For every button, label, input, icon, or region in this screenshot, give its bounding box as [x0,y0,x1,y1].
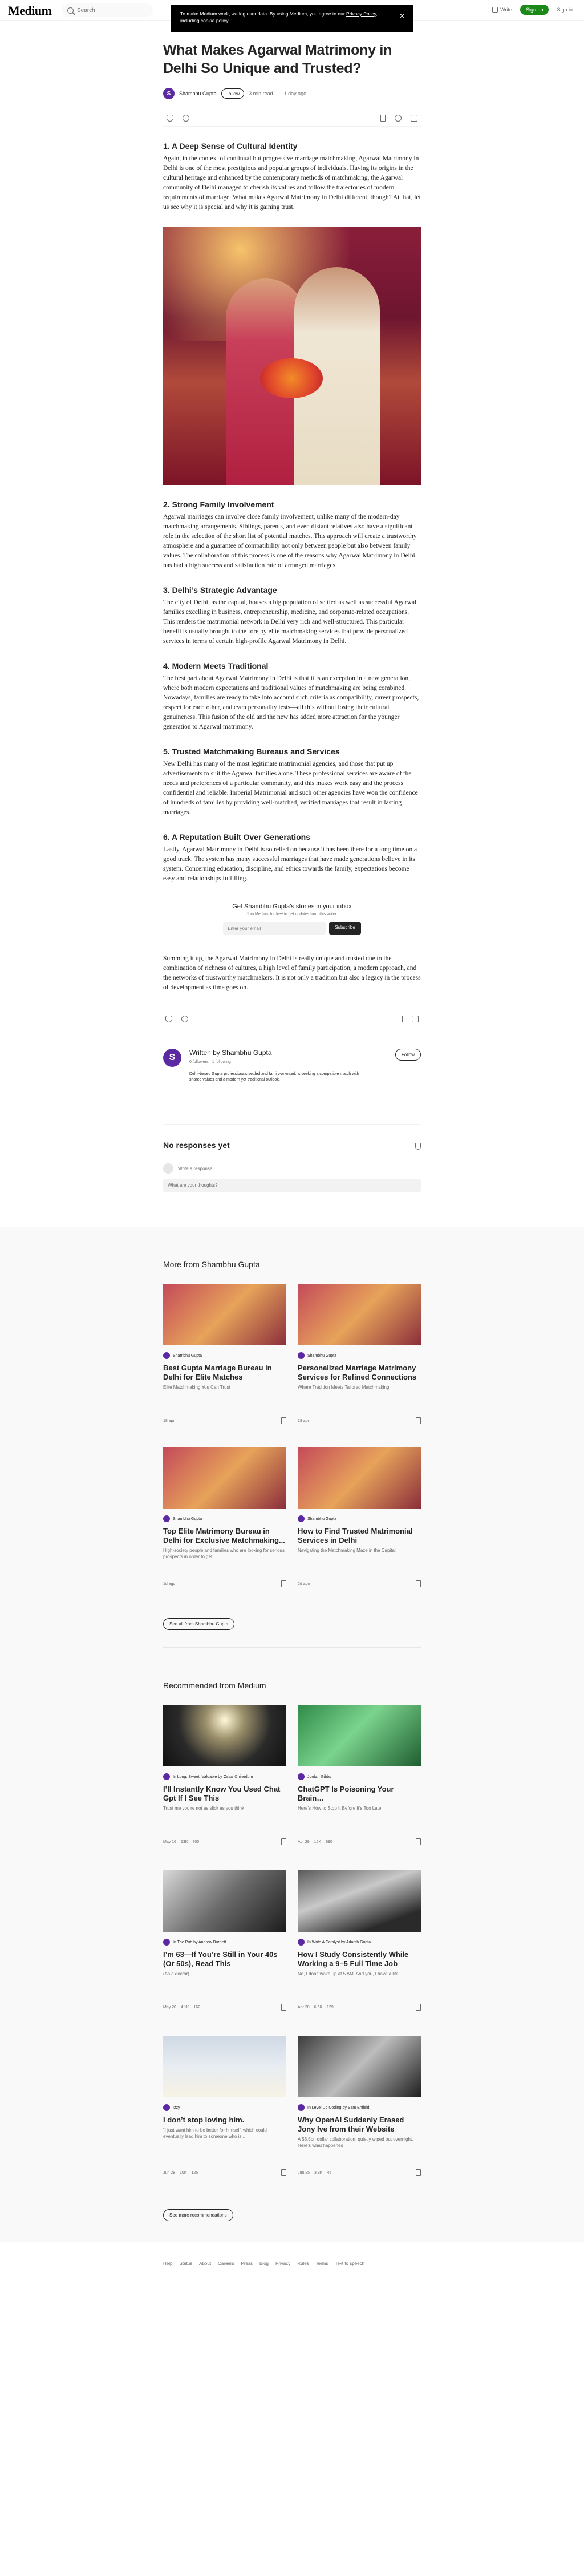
bookmark-icon[interactable] [281,1417,286,1424]
search-input[interactable] [77,7,145,14]
recommended-grid [163,1705,421,2201]
footer-link-about[interactable]: About [199,2261,212,2266]
section-heading: 6. A Reputation Built Over Generations [163,832,311,842]
author-name[interactable]: Shambhu Gupta [179,91,217,96]
card-title[interactable]: I’m 63—If You’re Still in Your 40s (Or 50s), Read This [163,1950,278,1968]
card-subtitle: A $6.5bn dollar collaboration, quietly wiped out overnight. Here’s what happened [298,2137,413,2148]
comment-icon[interactable] [182,115,189,122]
written-by-section [163,1049,421,1117]
see-more-button[interactable]: See more recommendations [163,2209,233,2221]
avatar [163,1939,170,1946]
card-subtitle: Trust me you’re not as slick as you think [163,1806,244,1811]
read-time: 3 min read [249,91,273,96]
clap-count: 15K [314,1839,322,1844]
card-date: 1d ago [163,1582,176,1586]
card-author[interactable]: Shambhu Gupta [173,1353,202,1358]
clap-icon[interactable] [167,115,173,122]
article-end-actions [163,1012,421,1026]
followers-count[interactable]: 0 followers [189,1060,209,1064]
card-byline[interactable]: In Level Up Coding by Sam Enfield [307,2105,370,2110]
cookie-banner [171,5,413,32]
card-author[interactable]: Shambhu Gupta [173,1517,202,1521]
follow-button[interactable]: Follow [221,88,245,99]
card-subtitle: High-society people and families who are looking for serious prospects in order to get... [163,1548,285,1559]
bookmark-icon[interactable] [416,2169,421,2176]
card-subtitle: (As a doctor) [163,1971,189,1976]
article [163,41,421,1210]
footer-link-press[interactable]: Press [241,2261,253,2266]
story-thumbnail[interactable] [163,1870,286,1932]
more-section [0,1227,584,2242]
card-date: 18 apr [298,1418,309,1423]
story-card[interactable] [163,1870,286,2036]
divider [163,1647,421,1648]
footer-link-terms[interactable]: Terms [315,2261,328,2266]
card-title[interactable]: ChatGPT Is Poisoning Your Brain… [298,1785,394,1802]
story-card[interactable] [163,1447,286,1610]
response-input[interactable]: What are your thoughts? [163,1179,421,1192]
card-byline[interactable]: In Write A Catalyst by Adarsh Gupta [307,1940,371,1944]
card-date: May 16 [163,1839,176,1844]
card-date: 2d ago [298,1582,310,1586]
story-thumbnail[interactable] [163,1284,286,1345]
story-card[interactable] [298,2036,421,2201]
avatar [298,1939,305,1946]
comment-count: 125 [191,2170,198,2175]
section-heading: 2. Strong Family Involvement [163,500,274,509]
card-subtitle: Elite Matchmaking You Can Trust [163,1385,230,1390]
story-thumbnail[interactable] [163,2036,286,2097]
section-heading: 4. Modern Meets Traditional [163,661,269,670]
subscribe-heading: Get Shambhu Gupta’s stories in your inbox [232,903,352,910]
story-card[interactable] [163,1705,286,1870]
follow-button[interactable]: Follow [395,1049,421,1061]
follow-stats: 0 followers · 1 following [189,1060,231,1064]
conclusion-text: Summing it up, the Agarwal Matrimony in Delhi is really unique and trusted due to the combination of richness of cultures, a high level of family participation, a modern approach, and the networks of trustworthy matchmakers. It is not only a tradition but also a legacy in the process of development as time goes on. [163,955,421,991]
footer-link-text-to-speech[interactable]: Text to speech [335,2261,365,2266]
footer-link-help[interactable]: Help [163,2261,173,2266]
story-thumbnail[interactable] [298,1447,421,1509]
clap-icon[interactable] [165,1016,172,1022]
email-field[interactable] [223,922,326,935]
card-subtitle: Where Tradition Meets Tailored Matchmaking [298,1385,390,1390]
card-date: 18 apr [163,1418,175,1423]
section-heading: 5. Trusted Matchmaking Bureaus and Services [163,747,340,756]
card-title[interactable]: Top Elite Matrimony Bureau in Delhi for Exclusive Matchmaking... [163,1527,285,1544]
subscribe-box [163,903,421,935]
cookie-text-before: To make Medium work, we log user data. By using Medium, you agree to our [180,11,347,17]
story-thumbnail[interactable] [298,2036,421,2097]
signup-button[interactable]: Sign up [520,5,549,15]
card-title[interactable]: Why OpenAI Suddenly Erased Jony Ive from their Website [298,2116,404,2133]
card-date: Jun 25 [298,2170,310,2175]
bookmark-icon[interactable] [416,1838,421,1845]
card-author[interactable]: Shambhu Gupta [307,1353,336,1358]
bookmark-icon[interactable] [281,2169,286,2176]
byline [163,88,421,99]
avatar [298,2104,305,2111]
avatar [163,1163,173,1174]
card-subtitle: Navigating the Matchmaking Maze in the Capital [298,1548,396,1553]
card-date: May 20 [163,2005,176,2009]
section-text: Agarwal marriages can involve close family involvement, unlike many of the modern-day matchmaking arrangements. Siblings, parents, and even distant relatives also have a significant role in the selection of the short list of potential matches. This approach will create a trustworthy atmosphere and a guarantee of compatibility not only between people but also between family values. The collaboration of this process is one of the reasons why Agarwal Matrimony in Delhi has had a high success and satisfaction rate of arranged marriages. [163,513,417,569]
signin-link[interactable]: Sign in [557,7,573,13]
section-text: The best part about Agarwal Matrimony in Delhi is that it is an exception in a new generation, where both modern expectations and traditional values of matchmaking are being combined. Nowadays, families are ready to take into account such criteria as compatibility, career prospects, respect for each other, and even personality tests—all this without losing their cultural genuineness. This fusion of the old and the new has added more attraction for the younger generation to Agarwal matrimony. [163,675,419,730]
avatar [163,1352,170,1359]
card-title[interactable]: How I Study Consistently While Working a 9–5 Full Time Job [298,1950,409,1968]
clap-count: 4.1K [180,2005,189,2009]
avatar [298,1515,305,1522]
footer-link-blog[interactable]: Blog [259,2261,269,2266]
more-from-heading: More from Shambhu Gupta [163,1260,260,1269]
section-text: The city of Delhi, as the capital, houses a big population of settled as well as successful Agarwal families excelling in business, entrepreneurship, medicine, and corporate-related occupations. This renders the matrimonial network in Delhi very rich and well-structured. This particular benefit is usually brought to the fore by elite matchmaking services that provide personalized services in terms of certain high-profile Agarwal Matrimony in Delhi. [163,599,417,645]
comment-count: 45 [327,2170,332,2175]
footer-link-careers[interactable]: Careers [218,2261,234,2266]
privacy-policy-link[interactable]: Privacy Policy [346,11,376,17]
story-thumbnail[interactable] [298,1284,421,1345]
search-icon [67,7,74,14]
story-thumbnail[interactable] [163,1447,286,1509]
clap-count: 3.8K [314,2170,323,2175]
author-avatar[interactable]: S [163,1049,181,1067]
clap-count: 10K [180,2170,187,2175]
recommended-heading: Recommended from Medium [163,1681,266,1690]
section-text: Lastly, Agarwal Matrimony in Delhi is so relied on because it has been there for a long time on a good track. The system has many successful marriages that have made generations believe in its system. Concerning education, discipline, and ethics towards the family, expectations become easy and relationships fulfilling. [163,846,417,882]
write-response-label: Write a response [178,1166,213,1171]
story-card[interactable] [298,1870,421,2036]
card-title[interactable]: How to Find Trusted Matrimonial Services in Delhi [298,1527,413,1544]
avatar [163,1773,170,1780]
responses-heading: No responses yet [163,1141,230,1150]
see-all-button[interactable]: See all from Shambhu Gupta [163,1618,234,1630]
clap-count: 6.5K [314,2005,323,2009]
story-thumbnail[interactable] [298,1705,421,1766]
footer-link-rules[interactable]: Rules [297,2261,309,2266]
author-avatar[interactable]: S [163,88,175,99]
share-icon[interactable] [412,1016,419,1022]
avatar [298,1352,305,1359]
story-card[interactable] [163,1284,286,1447]
subscribe-subtext: Join Medium for free to get updates from this writer. [246,912,338,916]
clap-count: 13K [180,1839,188,1844]
card-date: Apr 29 [298,1839,310,1844]
bookmark-icon[interactable] [281,1580,286,1587]
card-author[interactable]: Shambhu Gupta [307,1517,336,1521]
write-label: Write [500,7,512,13]
write-button[interactable] [492,7,512,13]
card-title[interactable]: I don’t stop loving him. [163,2116,245,2124]
section-heading: 1. A Deep Sense of Cultural Identity [163,141,298,151]
story-thumbnail[interactable] [163,1705,286,1766]
recommended-section [163,1681,421,2221]
article-title: What Makes Agarwal Matrimony in Delhi So Unique and Trusted? [163,42,392,76]
story-card[interactable] [298,1705,421,1870]
close-icon[interactable]: ✕ [399,12,405,20]
section-heading: 3. Delhi’s Strategic Advantage [163,585,277,595]
card-byline[interactable]: Jordan Gibbs [307,1774,331,1779]
medium-logo[interactable]: Medium [8,3,52,18]
top-navbar [0,0,584,21]
responses-section [163,1124,421,1210]
section-text: New Delhi has many of the most legitimate matrimonial agencies, and those that put up advertisements to suit the Agarwal families alone. These professional services are aware of the needs and preferences of a particular community, and this makes work easy and the process confidential and reliable. Imperial Matrimonial and such other agencies have won the confidence of hundreds of families by providing well-matched, verified marriages that result in lasting marriages. [163,761,418,816]
author-bio: Delhi-based Gupta professionals settled and family-oriented, is seeking a compatible match with shared values and a modern yet traditional outlook. [189,1072,359,1082]
publish-date: 1 day ago [283,91,307,96]
card-byline[interactable]: In The Pub by Andrew Burnett [173,1940,226,1944]
section-text: Again, in the context of continual but progressive marriage matchmaking, Agarwal Matrimony in Delhi is one of the most prestigious and popular groups of individuals. Having its origins in the cultural heritage and enhanced by the contemporary methods of matchmaking, the Agarwal community of Delhi managed to cherish its values and follow the trajectories of modern requirements of marriage. What makes Agarwal Matrimony in Delhi different, though? At that, let us see why it is special and why it is gaining trust. [163,155,421,211]
written-by-heading[interactable]: Written by Shambhu Gupta [189,1049,272,1057]
bookmark-icon[interactable] [281,1838,286,1845]
footer-link-privacy[interactable]: Privacy [275,2261,291,2266]
card-date: Apr 20 [298,2005,310,2009]
comment-count: 690 [326,1839,332,1844]
following-count[interactable]: 1 following [212,1060,231,1064]
card-subtitle: Here’s How to Stop It Before It’s Too Late. [298,1806,383,1811]
card-byline[interactable]: In Long, Sweet, Valuable by Ossai Chinedum [173,1774,253,1779]
garland-figure [260,358,323,398]
bookmark-icon[interactable] [416,1580,421,1587]
story-card[interactable] [298,1447,421,1610]
card-title[interactable]: Personalized Marriage Matrimony Services for Refined Connections [298,1364,417,1381]
header-actions [492,5,573,15]
card-date: Jun 28 [163,2170,176,2175]
card-subtitle: “I just want him to be better for himself, which could eventually lead him to someone who is... [163,2128,267,2139]
more-from-grid [163,1284,421,1610]
comment-icon[interactable] [181,1016,188,1022]
bookmark-icon[interactable] [416,2004,421,2011]
avatar [163,1515,170,1522]
card-title[interactable]: Best Gupta Marriage Bureau in Delhi for Elite Matches [163,1364,272,1381]
shield-icon[interactable] [415,1143,421,1150]
comment-count: 129 [327,2005,334,2009]
search-box[interactable] [62,3,153,17]
story-thumbnail[interactable] [298,1870,421,1932]
comment-count: 700 [192,1839,200,1844]
comment-count: 162 [193,2005,201,2009]
listen-icon[interactable] [395,115,402,122]
card-byline[interactable]: Izzy [173,2105,180,2110]
subscribe-button[interactable]: Subscribe [329,922,361,935]
bookmark-icon[interactable] [380,115,386,122]
story-card[interactable] [298,1284,421,1447]
article-action-bar [163,110,421,127]
card-title[interactable]: I’ll Instantly Know You Used Chat Gpt If I See This [163,1785,281,1802]
avatar [163,2104,170,2111]
card-subtitle: No, I don’t wake up at 5 AM. And you, I have a life. [298,1971,400,1976]
footer-link-status[interactable]: Status [179,2261,193,2266]
dot-separator: · [277,91,279,96]
share-icon[interactable] [411,115,417,122]
avatar [298,1773,305,1780]
bookmark-icon[interactable] [281,2004,286,2011]
bookmark-icon[interactable] [416,1417,421,1424]
bookmark-icon[interactable] [398,1016,403,1022]
cookie-text-after: , including cookie policy. [180,11,378,23]
write-icon [492,7,498,13]
footer [0,2242,584,2274]
wedding-couple-image [163,227,421,485]
story-card[interactable] [163,2036,286,2201]
